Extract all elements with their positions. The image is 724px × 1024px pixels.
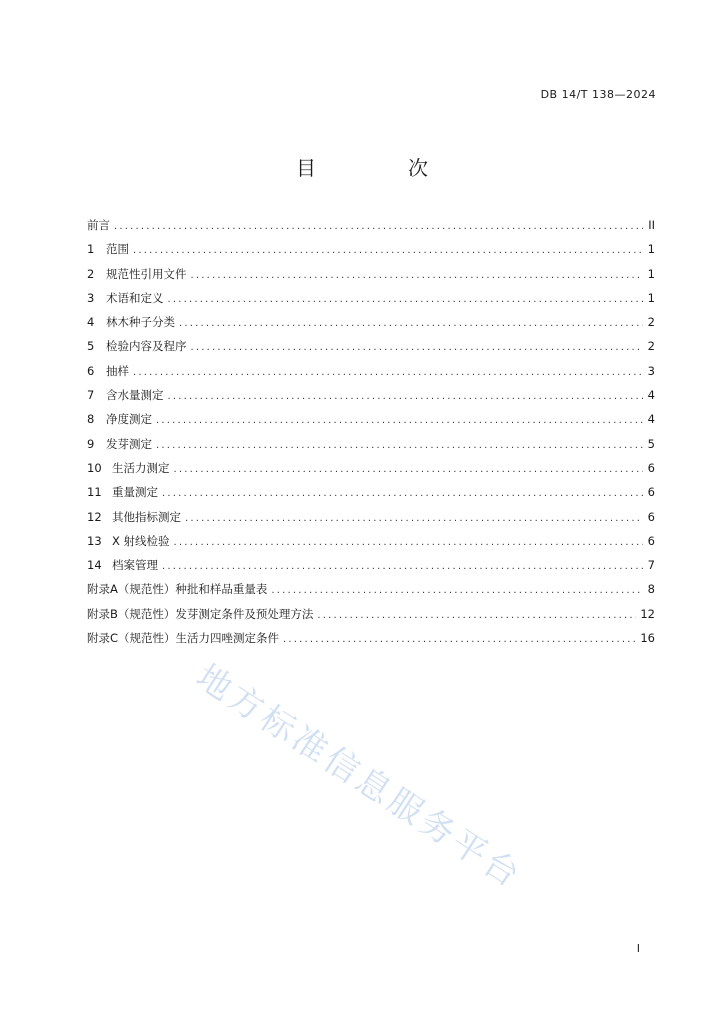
toc-entry-4[interactable] — [87, 314, 655, 338]
toc-entry-6[interactable] — [87, 363, 655, 387]
toc-entry-1[interactable] — [87, 241, 655, 265]
toc-entry-12[interactable] — [87, 509, 655, 533]
toc-leader-dots — [156, 415, 643, 426]
toc-entry-label: 附录B（规范性）发芽测定条件及预处理方法 — [87, 606, 314, 621]
toc-entry-label: 前言 — [87, 218, 110, 232]
toc-entry-number: 5 — [87, 339, 95, 354]
toc-leader-dots — [191, 270, 644, 281]
toc-entry-appendix-c[interactable] — [87, 630, 655, 654]
toc-entry-2[interactable] — [87, 266, 655, 290]
toc-entry-page: 4 — [647, 388, 655, 403]
toc-entry-number: 9 — [87, 436, 95, 451]
page-number: I — [636, 942, 640, 955]
toc-entry-label: 生活力测定 — [112, 460, 170, 475]
toc-leader-dots — [114, 221, 643, 232]
toc-entry-page: 1 — [647, 266, 655, 281]
toc-entry-label: 规范性引用文件 — [106, 266, 187, 281]
toc-entry-foreword[interactable] — [87, 217, 655, 241]
toc-leader-dots — [133, 245, 643, 256]
toc-entry-8[interactable] — [87, 411, 655, 435]
toc-leader-dots — [168, 294, 644, 305]
toc-entry-page: 6 — [647, 533, 655, 548]
toc-entry-appendix-b[interactable] — [87, 606, 655, 630]
toc-entry-number: 14 — [87, 558, 102, 573]
toc-entry-label: 抽样 — [106, 363, 129, 378]
toc-entry-page: 2 — [647, 339, 655, 354]
toc-leader-dots — [156, 440, 643, 451]
toc-entry-number: 11 — [87, 485, 102, 500]
toc-entry-page: 6 — [647, 509, 655, 524]
toc-entry-appendix-a[interactable] — [87, 581, 655, 605]
toc-entry-label: 含水量测定 — [106, 388, 164, 403]
toc-entry-page: 6 — [647, 485, 655, 500]
toc-entry-number: 2 — [87, 266, 95, 281]
toc-entry-label: 术语和定义 — [106, 290, 164, 305]
toc-leader-dots — [191, 342, 644, 353]
toc-leader-dots — [174, 464, 644, 475]
toc-leader-dots — [162, 561, 643, 572]
toc-entry-label: X 射线检验 — [112, 533, 170, 548]
toc-entry-14[interactable] — [87, 557, 655, 581]
toc-leader-dots — [174, 537, 643, 548]
table-of-contents — [87, 217, 655, 654]
toc-leader-dots — [179, 318, 643, 329]
toc-entry-label: 林木种子分类 — [106, 315, 175, 330]
toc-entry-label: 范围 — [106, 242, 129, 257]
toc-entry-label: 净度测定 — [106, 412, 152, 427]
toc-leader-dots — [283, 634, 636, 645]
watermark-text: 地方标准信息服务平台 — [188, 656, 530, 898]
toc-leader-dots — [168, 391, 644, 402]
toc-entry-page: 5 — [647, 436, 655, 451]
toc-entry-number: 12 — [87, 509, 102, 524]
toc-entry-number: 3 — [87, 290, 95, 305]
toc-entry-label: 档案管理 — [112, 558, 158, 573]
toc-entry-page: 4 — [647, 412, 655, 427]
toc-entry-number: 4 — [87, 315, 95, 330]
toc-entry-11[interactable] — [87, 484, 655, 508]
toc-entry-page: 12 — [640, 606, 655, 621]
toc-entry-page: 3 — [647, 363, 655, 378]
toc-leader-dots — [133, 367, 643, 378]
toc-entry-page: 8 — [647, 582, 655, 597]
toc-entry-9[interactable] — [87, 436, 655, 460]
toc-entry-label: 附录A（规范性）种批和样品重量表 — [87, 582, 268, 597]
toc-entry-page: 7 — [647, 558, 655, 573]
toc-entry-5[interactable] — [87, 338, 655, 362]
toc-entry-13[interactable] — [87, 533, 655, 557]
toc-entry-number: 6 — [87, 363, 95, 378]
toc-entry-label: 附录C（规范性）生活力四唑测定条件 — [87, 631, 280, 646]
toc-entry-page: 6 — [647, 460, 655, 475]
toc-leader-dots — [271, 585, 643, 596]
toc-entry-number: 8 — [87, 412, 95, 427]
toc-entry-label: 重量测定 — [112, 485, 158, 500]
toc-entry-number: 10 — [87, 460, 102, 475]
toc-entry-page: 1 — [647, 242, 655, 257]
toc-entry-3[interactable] — [87, 290, 655, 314]
toc-entry-number: 13 — [87, 533, 102, 548]
toc-entry-number: 7 — [87, 388, 95, 403]
toc-entry-page: 1 — [647, 290, 655, 305]
toc-entry-label: 发芽测定 — [106, 436, 152, 451]
toc-entry-label: 检验内容及程序 — [106, 339, 187, 354]
page-title: 目 次 — [296, 156, 464, 180]
toc-entry-page: II — [648, 218, 655, 232]
toc-entry-label: 其他指标测定 — [112, 509, 181, 524]
toc-leader-dots — [317, 610, 636, 621]
toc-leader-dots — [185, 513, 643, 524]
toc-entry-page: 2 — [647, 315, 655, 330]
toc-entry-number: 1 — [87, 242, 95, 257]
toc-entry-page: 16 — [640, 631, 655, 646]
standard-code: DB 14/T 138—2024 — [540, 88, 656, 101]
toc-entry-10[interactable] — [87, 460, 655, 484]
toc-entry-7[interactable] — [87, 387, 655, 411]
toc-leader-dots — [162, 488, 643, 499]
